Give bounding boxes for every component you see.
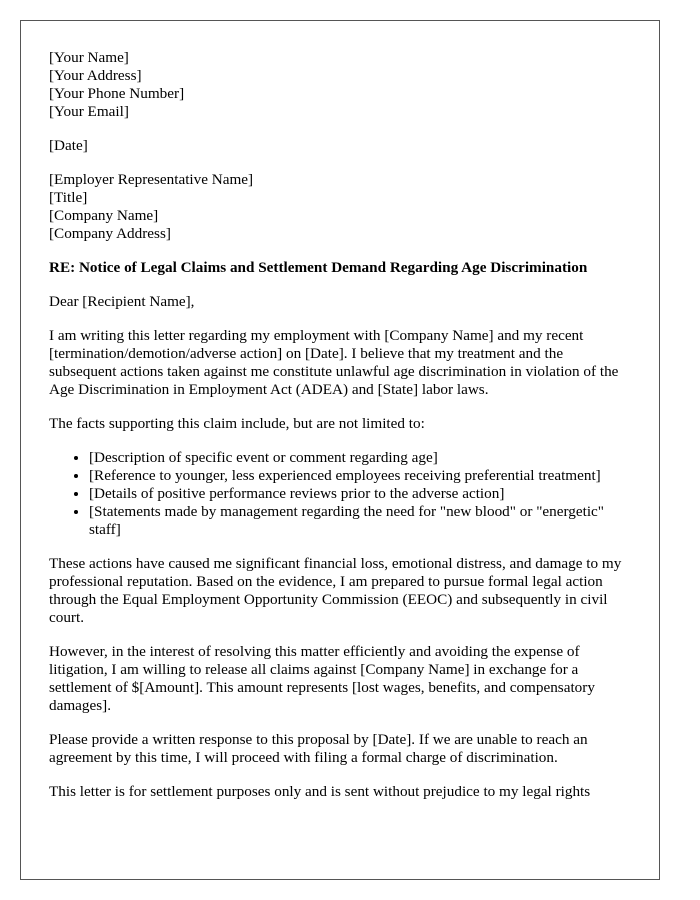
list-item: • [Details of positive performance reviews prior to the adverse action] [89, 485, 631, 503]
letter-date: [Date] [49, 137, 88, 154]
damages-paragraph: These actions have caused me significant financial loss, emotional distress, and damage to my professional reputation. Based on the evidence, I am prepared to pursue formal legal action through the Equal Employment Opportunity Commission (EEOC) and subsequently in civil court. [49, 555, 622, 626]
sender-block [49, 49, 631, 121]
recipient-address: [Company Address] [49, 225, 171, 242]
sender-phone: [Your Phone Number] [49, 85, 185, 102]
settlement-paragraph: However, in the interest of resolving this matter efficiently and avoiding the expense of litigation, I am willing to release all claims against [Company Name] in exchange for a settlement of $[Amount]. This amount represents [lost wages, benefits, and compensatory damages]. [49, 643, 595, 714]
salutation: Dear [Recipient Name], [49, 293, 195, 310]
list-item: • [Reference to younger, less experienced employees receiving preferential treatment] [89, 467, 631, 485]
recipient-name: [Employer Representative Name] [49, 171, 254, 188]
subject-line: RE: Notice of Legal Claims and Settlement Demand Regarding Age Discrimination [49, 259, 588, 276]
letter-page [20, 20, 660, 880]
recipient-block [49, 171, 631, 243]
intro-paragraph: I am writing this letter regarding my employment with [Company Name] and my recent [termination/demotion/adverse action] on [Date]. I believe that my treatment and the subsequent actions taken against me constitute unlawful age discrimination in violation of the Age Discrimination in Employment Act (ADEA) and [State] labor laws. [49, 327, 619, 398]
recipient-title: [Title] [49, 189, 88, 206]
closing-paragraph: This letter is for settlement purposes only and is sent without prejudice to my legal rights [49, 783, 591, 800]
list-item: • [Statements made by management regarding the need for "new blood" or "energetic" staff] [89, 503, 631, 539]
date-block [49, 137, 631, 155]
sender-email: [Your Email] [49, 103, 129, 120]
response-paragraph: Please provide a written response to this proposal by [Date]. If we are unable to reach an agreement by this time, I will proceed with filing a formal charge of discrimination. [49, 731, 588, 766]
facts-list [49, 449, 631, 539]
facts-intro-paragraph: The facts supporting this claim include, but are not limited to: [49, 415, 425, 432]
sender-name: [Your Name] [49, 49, 129, 66]
letter-content [21, 21, 659, 801]
recipient-company: [Company Name] [49, 207, 159, 224]
sender-address: [Your Address] [49, 67, 142, 84]
list-item: • [Description of specific event or comment regarding age] [89, 449, 631, 467]
